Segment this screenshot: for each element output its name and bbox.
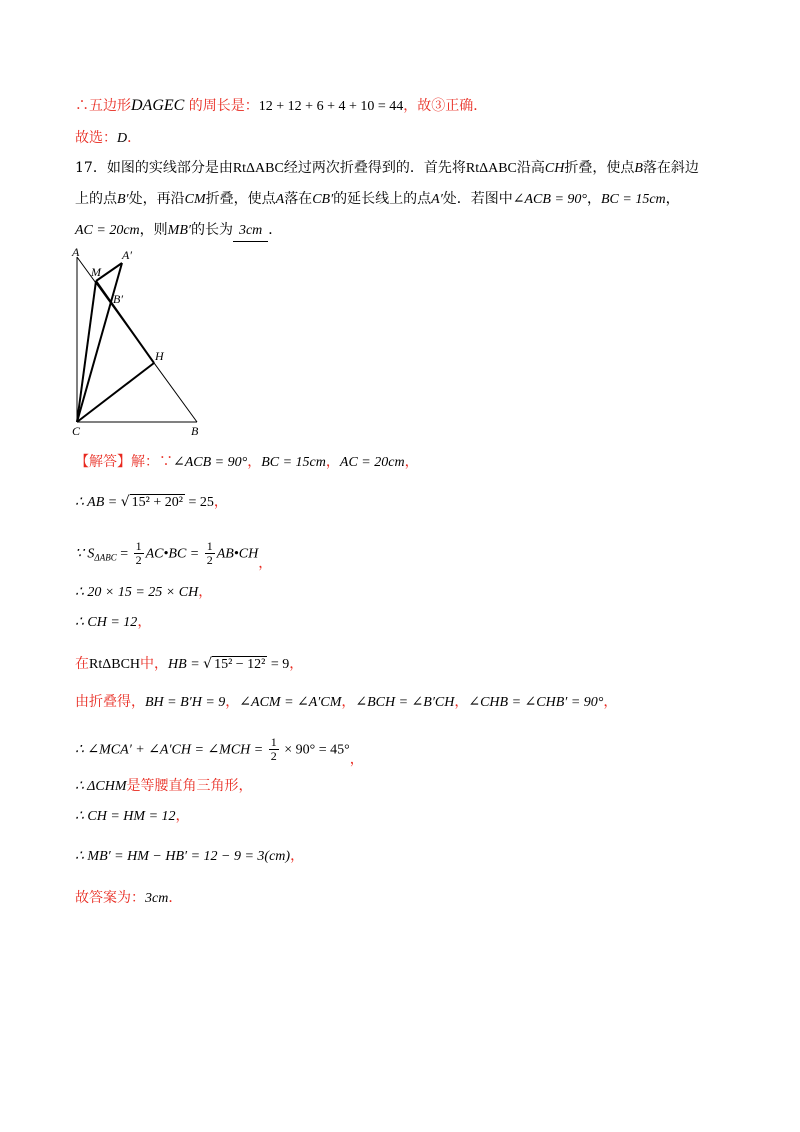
math-b: B xyxy=(634,161,643,176)
math-rt-bch: RtΔBCH xyxy=(89,657,141,672)
question-17-line-2 xyxy=(75,189,680,210)
label-c: C xyxy=(72,424,81,435)
math-d: D xyxy=(117,131,128,146)
math: ∠ACM = ∠A′CM xyxy=(239,695,342,710)
math: = 25 xyxy=(184,495,214,510)
solution-line-11 xyxy=(75,846,304,867)
math: ∴ 20 × 15 = 25 × CH xyxy=(75,585,199,600)
conclusion-line-1 xyxy=(75,96,487,117)
text: 中， xyxy=(140,656,169,672)
math-bc: BC = 15cm xyxy=(261,455,326,470)
label-b: B xyxy=(191,424,199,435)
text: 经过两次折叠得到的．首先将 xyxy=(283,160,466,176)
text: ， xyxy=(341,694,356,710)
segment-ch xyxy=(77,363,154,422)
math: ∴ CH = 12 xyxy=(75,615,138,630)
math: AC•BC = xyxy=(145,546,203,562)
text: 如图的实线部分是由 xyxy=(106,160,233,176)
math: BH = B′H = 9 xyxy=(145,695,226,710)
solution-line-3 xyxy=(75,540,272,574)
text: ， xyxy=(289,656,304,672)
math-rt-abc: RtΔABC xyxy=(465,161,517,176)
text: ． xyxy=(127,130,142,146)
solution-line-4 xyxy=(75,582,212,603)
math-sub: ΔABC xyxy=(94,552,117,563)
text: 折叠，使点 xyxy=(564,160,635,176)
fraction-half xyxy=(269,736,279,763)
solution-tag: 【解答】 xyxy=(75,454,131,470)
text: ， xyxy=(198,584,213,600)
math-a-prime: A′ xyxy=(431,192,443,207)
solution-line-1 xyxy=(75,452,419,473)
math-a: A xyxy=(275,192,285,207)
math: = 9 xyxy=(267,657,290,672)
text: 落在斜边 xyxy=(642,160,699,176)
text: ． xyxy=(268,222,283,238)
num: 1 xyxy=(206,539,213,553)
text: 是等腰直角三角形， xyxy=(126,778,253,794)
text: ， xyxy=(247,454,262,470)
math: ∴ ΔCHM xyxy=(75,779,127,794)
text: 折叠，使点 xyxy=(205,191,276,207)
question-number: 17． xyxy=(75,160,107,176)
text: ， xyxy=(665,191,680,207)
text: ， xyxy=(175,808,190,824)
solution-line-8 xyxy=(75,736,364,770)
math-b-prime: B′ xyxy=(117,192,129,207)
math-cm: CM xyxy=(184,192,206,207)
answer-blank: 3cm xyxy=(233,221,268,242)
math: ∴ AB = xyxy=(75,495,121,510)
segment-cm xyxy=(77,281,96,422)
math: ∴ CH = HM = 12 xyxy=(75,809,176,824)
text: ， xyxy=(349,751,364,768)
text: 落在 xyxy=(284,191,313,207)
text: 的周长是： xyxy=(184,98,259,114)
text: ， xyxy=(325,454,340,470)
math-sqrt: 15² − 12² xyxy=(214,657,266,672)
text: ， xyxy=(213,494,228,510)
question-17-line-1 xyxy=(75,158,699,179)
math-answer: 3cm xyxy=(145,891,169,906)
text: ∴五边形 xyxy=(75,98,131,114)
text: 解：∵ xyxy=(131,454,173,470)
math-ac: AC = 20cm xyxy=(339,455,405,470)
text: ， xyxy=(225,694,240,710)
label-b-prime: B′ xyxy=(113,292,123,306)
fraction-half xyxy=(134,540,144,567)
math: ∴ MB′ = HM − HB′ = 12 − 9 = 3(cm) xyxy=(75,849,291,864)
text: 故答案为： xyxy=(75,890,145,906)
math: HB = xyxy=(168,657,204,672)
solution-line-5 xyxy=(75,612,151,633)
label-a: A xyxy=(72,245,80,259)
solution-line-6: 在RtΔBCH中，HB = √ 15² − 12² = 9， xyxy=(75,656,304,672)
text: 处，再沿 xyxy=(128,191,185,207)
solution-line-12 xyxy=(75,888,182,909)
text: 的长为 xyxy=(190,222,233,238)
solution-line-7 xyxy=(75,692,617,713)
den: 2 xyxy=(135,553,142,567)
num: 1 xyxy=(270,735,277,749)
text: 的延长线上的点 xyxy=(333,191,432,207)
solution-line-2: ∴ AB = √ 15² + 20² = 25， xyxy=(75,494,228,510)
den: 2 xyxy=(270,749,277,763)
text: ， xyxy=(404,454,419,470)
math: = xyxy=(116,546,132,562)
question-17-line-3 xyxy=(75,220,282,242)
math-perimeter: 12 + 12 + 6 + 4 + 10 = 44 xyxy=(258,99,404,114)
math-sqrt: 15² + 20² xyxy=(131,495,183,510)
math: AB•CH xyxy=(216,546,259,562)
text: ． xyxy=(168,890,183,906)
text: ，故③正确． xyxy=(403,98,488,114)
label-h: H xyxy=(155,349,164,363)
text: ， xyxy=(137,614,152,630)
text: 在 xyxy=(75,656,89,672)
fraction-half xyxy=(205,540,215,567)
text: ， xyxy=(586,191,601,207)
label-m: M xyxy=(91,265,101,279)
text: ，则 xyxy=(139,222,168,238)
math-mb-prime: MB′ xyxy=(167,223,191,238)
text: ， xyxy=(258,555,273,572)
math: ∠BCH = ∠B′CH xyxy=(355,695,455,710)
fold-figure xyxy=(64,245,214,435)
text: 上的点 xyxy=(75,191,117,207)
math-bc: BC = 15cm xyxy=(600,192,666,207)
den: 2 xyxy=(206,553,213,567)
math-ch: CH xyxy=(544,161,565,176)
math: × 90° = 45° xyxy=(280,742,350,758)
math: ∵ S xyxy=(75,546,95,562)
math-rt-abc: RtΔABC xyxy=(232,161,284,176)
math-angle: ∠ACB = 90° xyxy=(173,455,248,470)
solution-line-9 xyxy=(75,776,252,797)
text: ， xyxy=(603,694,618,710)
text: 故选： xyxy=(75,130,117,146)
text: 处．若图中 xyxy=(442,191,513,207)
math: ∠CHB = ∠CHB′ = 90° xyxy=(468,695,604,710)
text: 由折叠得， xyxy=(75,694,145,710)
math-dagec: DAGEC xyxy=(131,97,185,114)
num: 1 xyxy=(135,539,142,553)
math-ac: AC = 20cm xyxy=(75,223,140,238)
math-cb-prime: CB′ xyxy=(312,192,334,207)
text: ， xyxy=(290,848,305,864)
math: ∴ ∠MCA′ + ∠A′CH = ∠MCH = xyxy=(75,742,267,758)
math-angle-acb: ∠ACB = 90° xyxy=(512,192,587,207)
solution-line-10 xyxy=(75,806,190,827)
text: 沿高 xyxy=(516,160,545,176)
label-a-prime: A′ xyxy=(122,248,132,262)
text: ， xyxy=(454,694,469,710)
answer-line-16 xyxy=(75,128,141,149)
